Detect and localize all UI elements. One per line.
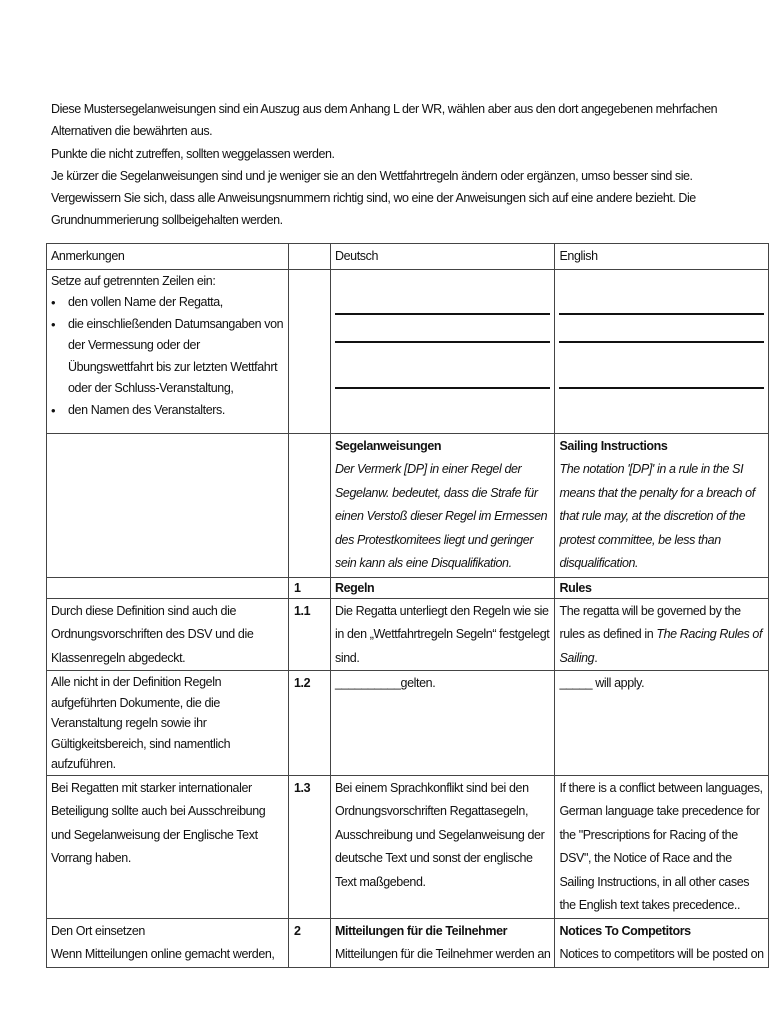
fill-in-blank: __________: [335, 676, 401, 690]
note-lead: Setze auf getrennten Zeilen ein:: [51, 273, 216, 288]
note-cell: Bei Regatten mit starker internationaler Beteiligung sollte auch bei Ausschreibung und Segelanweisung der Englische Text Vorrang haben.: [47, 775, 289, 918]
cell-text: Mitteilungen für die Teilnehmer werden an: [335, 947, 551, 961]
section-title: Segelanweisungen: [335, 438, 442, 453]
text-part: The regatta will be governed by the rules as defined in: [559, 603, 741, 641]
section-title: Mitteilungen für die Teilnehmer: [335, 923, 508, 938]
note-cell: Alle nicht in der Definition Regeln aufgeführten Dokumente, die die Veranstaltung regeln sowie ihr Gültigkeitsbereich, sind namentlich aufzuführen.: [47, 671, 289, 776]
section-number: 2: [289, 918, 331, 967]
cell-text: Notices to competitors will be posted on: [559, 947, 764, 961]
table-header-row: [47, 244, 769, 270]
table-row: [47, 433, 769, 577]
text-part: will apply.: [592, 676, 645, 690]
german-cell: [331, 918, 555, 967]
note-cell: [47, 269, 289, 433]
note-cell: [47, 577, 289, 598]
header-number: [289, 244, 331, 270]
note-cell: [47, 433, 289, 577]
section-title: Sailing Instructions: [559, 438, 668, 453]
text-part: .: [594, 650, 598, 665]
table-row: [47, 269, 769, 433]
english-blank-cell: [555, 269, 768, 433]
list-item: • den Namen des Veranstalters.: [51, 400, 284, 422]
section-number: 1.3: [289, 775, 331, 918]
german-cell: Bei einem Sprachkonflikt sind bei den Ordnungsvorschriften Regattasegeln, Ausschreibung und Segelanweisung der deutsche Text und sonst der englische Text maßgebend.: [331, 775, 555, 918]
header-english: English: [555, 244, 768, 270]
german-cell: Die Regatta unterliegt den Regeln wie sie in den „Wettfahrtregeln Segeln“ festgelegt sind.: [331, 598, 555, 671]
section-number: 1.1: [289, 598, 331, 671]
section-title: Notices To Competitors: [559, 923, 691, 938]
table-row: [47, 775, 769, 918]
intro-paragraph: Diese Mustersegelanweisungen sind ein Auszug aus dem Anhang L der WR, wählen aber aus den dort angegebenen mehrfachen Alternativen die bewährten aus.: [51, 102, 718, 139]
section-number: 1.2: [289, 671, 331, 776]
intro-paragraph: Je kürzer die Segelanweisungen sind und je weniger sie an den Wettfahrtregeln ändern oder ergänzen, umso besser sind sie.: [51, 168, 693, 183]
instructions-table: [46, 243, 769, 968]
note-line: Wenn Mitteilungen online gemacht werden,: [51, 947, 275, 961]
text-part: gelten.: [400, 676, 436, 690]
bullet-list: [51, 292, 284, 421]
note-line: Den Ort einsetzen: [51, 923, 145, 938]
note-cell: [47, 918, 289, 967]
table-row: [47, 918, 769, 967]
list-item: • die einschließenden Datumsangaben von der Vermessung oder der Übungswettfahrt bis zur letzten Wettfahrt oder der Schluss-Veranstaltung,: [51, 314, 284, 400]
table-row: [47, 671, 769, 776]
number-cell: [289, 269, 331, 433]
header-german: Deutsch: [331, 244, 555, 270]
list-item: • den vollen Name der Regatta,: [51, 292, 284, 314]
dp-notice: Der Vermerk [DP] in einer Regel der Segelanw. bedeutet, dass die Strafe für einen Verstoß dieser Regel im Ermessen des Protestkomitees liegt und geringer sein kann als eine Disqualifikation.: [335, 462, 548, 570]
section-title: Rules: [555, 577, 768, 598]
english-cell: If there is a conflict between languages, German language take precedence for the "Prescriptions for Racing of the DSV", the Notice of Race and the Sailing Instructions, in all other cases the English text takes precedence..: [555, 775, 768, 918]
header-notes: Anmerkungen: [47, 244, 289, 270]
fill-in-line: [559, 387, 763, 389]
fill-in-blank: _____: [559, 676, 593, 690]
english-cell: [555, 918, 768, 967]
table-row: [47, 577, 769, 598]
rulebook-title: The Racing Rules of Sailing: [559, 627, 763, 665]
dp-notice: The notation '[DP]' in a rule in the SI means that the penalty for a breach of that rule may, at the discretion of the protest committee, be less than disqualification.: [559, 462, 755, 570]
english-cell: [555, 433, 768, 577]
intro-paragraph: Punkte die nicht zutreffen, sollten weggelassen werden.: [51, 146, 335, 161]
note-cell: Durch diese Definition sind auch die Ordnungsvorschriften des DSV und die Klassenregeln abgedeckt.: [47, 598, 289, 671]
fill-in-line: [335, 387, 550, 389]
english-cell: [555, 598, 768, 671]
german-cell: [331, 671, 555, 776]
german-blank-cell: [331, 269, 555, 433]
section-title: Regeln: [331, 577, 555, 598]
intro-paragraph: Vergewissern Sie sich, dass alle Anweisungsnummern richtig sind, wo eine der Anweisungen sich auf eine andere bezieht. Die Grundnummerierung sollbeigehalten werden.: [51, 191, 696, 228]
number-cell: [289, 433, 331, 577]
table-row: [47, 598, 769, 671]
section-number: 1: [289, 577, 331, 598]
english-cell: [555, 671, 768, 776]
german-cell: [331, 433, 555, 577]
intro-text: [51, 98, 726, 232]
